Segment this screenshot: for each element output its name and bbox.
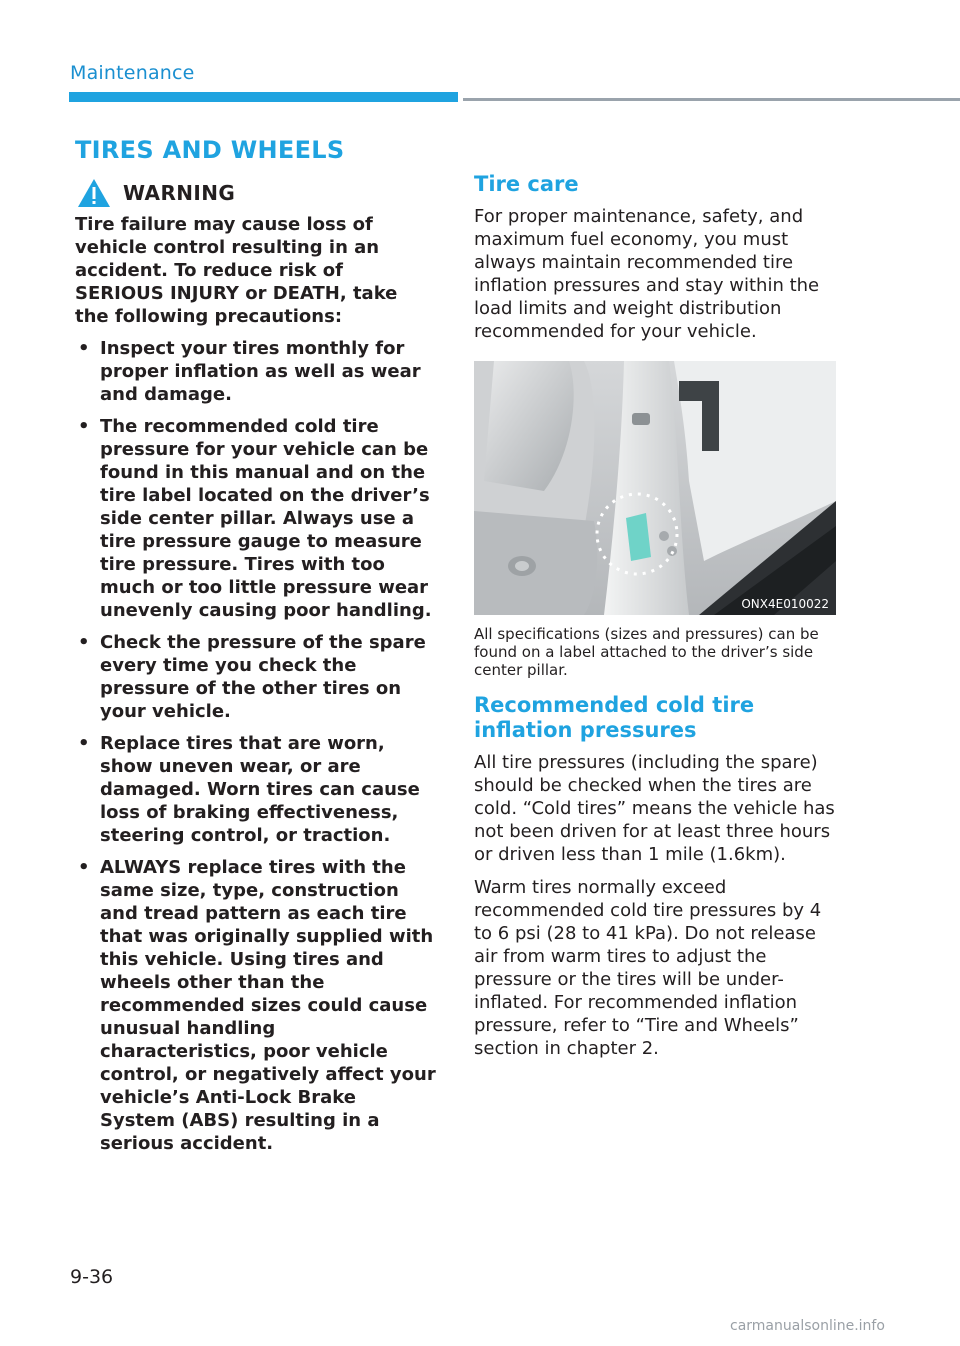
figure-code: ONX4E010022 — [741, 597, 829, 611]
warning-item: • Inspect your tires monthly for proper inflation as well as wear and damage. — [75, 337, 437, 406]
footer-site-logo: carmanualsonline.info — [730, 1318, 885, 1334]
warning-label: WARNING — [123, 181, 236, 205]
warning-triangle-icon — [77, 178, 111, 208]
warning-intro: Tire failure may cause loss of vehicle control resulting in an accident. To reduce risk of SERIOUS INJURY or DEATH, take the following precautions: — [75, 214, 398, 327]
header-rule — [463, 98, 960, 101]
warning-item: • ALWAYS replace tires with the same size, type, construction and tread pattern as each tire that was originally supplied with this vehicle. Using tires and wheels other than the recommended sizes could cause unusual handling characteristics, poor vehicle control, or negatively affect your vehicle’s Anti-Lock Brake System (ABS) resulting in a serious accident. — [75, 856, 437, 1155]
running-header: Maintenance — [70, 62, 195, 84]
figure-caption: All specifications (sizes and pressures) can be found on a label attached to the driver’s side center pillar. — [474, 625, 819, 679]
warning-header — [75, 178, 437, 208]
warning-item: • Check the pressure of the spare every time you check the pressure of the other tires on your vehicle. — [75, 631, 437, 723]
cold-inflation-para-1: All tire pressures (including the spare) should be checked when the tires are cold. “Cold tires” means the vehicle has not been driven for at least three hours or driven less than 1 mile (1.6km). — [474, 752, 835, 865]
door-pillar-figure — [474, 361, 836, 615]
page-number: 9-36 — [70, 1266, 114, 1288]
tire-care-heading: Tire care — [474, 172, 579, 196]
warning-list — [75, 337, 437, 1155]
warning-item: • The recommended cold tire pressure for your vehicle can be found in this manual and on the tire label located on the driver’s side center pillar. Always use a tire pressure gauge to measure tire pressure. Tires with too much or too little pressure wear unevenly causing poor handling. — [75, 415, 437, 622]
cold-inflation-heading: Recommended cold tire inflation pressures — [474, 693, 755, 742]
warning-block — [75, 178, 437, 1164]
warning-item: • Replace tires that are worn, show uneven wear, or are damaged. Worn tires can cause loss of braking effectiveness, steering control, or traction. — [75, 732, 437, 847]
page-title: TIRES AND WHEELS — [75, 136, 345, 164]
cold-inflation-para-2: Warm tires normally exceed recommended cold tire pressures by 4 to 6 psi (28 to 41 kPa). Do not release air from warm tires to adjust the pressure or the tires will be under-inflated. For recommended inflation pressure, refer to “Tire and Wheels” section in chapter 2. — [474, 877, 822, 1059]
tire-care-body: For proper maintenance, safety, and maximum fuel economy, you must always maintain recommended tire inflation pressures and stay within the load limits and weight distribution recommended for your vehicle. — [474, 206, 820, 342]
header-rule-accent — [69, 92, 458, 102]
right-column — [474, 172, 844, 1070]
door-pillar-illustration — [474, 361, 836, 615]
